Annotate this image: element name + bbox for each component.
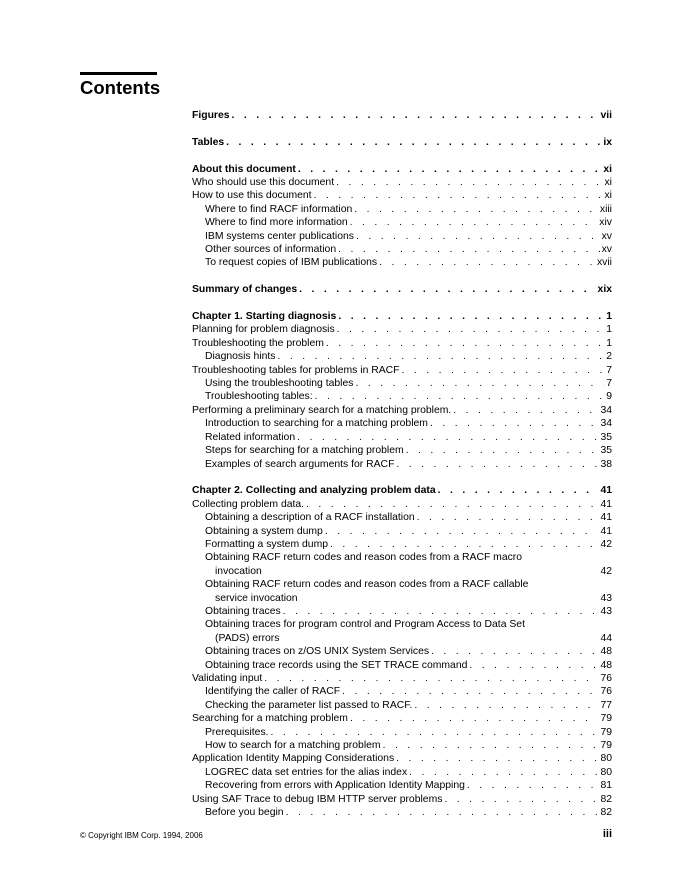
toc-entry[interactable] [192,431,612,444]
toc-entry[interactable] [192,672,612,685]
toc-entry-page: 1 [606,337,612,349]
toc-entry-page: 1 [606,324,612,336]
toc-entry-label: How to use this document [192,190,312,202]
toc-entry[interactable] [192,390,612,403]
toc-entry-label: Who should use this document [192,177,335,188]
dot-leader [338,310,604,323]
toc-entry[interactable] [192,163,612,176]
dot-leader [431,645,598,658]
toc-entry[interactable] [192,243,612,256]
toc-entry-label: Figures [192,110,230,121]
toc-entry-label: Obtaining RACF return codes and reason codes from a RACF callable [205,579,529,591]
toc-entry-label: Troubleshooting tables: [205,391,313,403]
dot-leader [232,109,599,122]
dot-leader [315,390,605,403]
table-of-contents [192,109,612,819]
toc-entry-page: 48 [600,646,612,658]
toc-entry-page: xi [603,163,612,175]
dot-leader [283,605,599,618]
toc-entry-label: Obtaining a system dump [205,525,323,537]
toc-entry[interactable] [192,203,612,216]
toc-entry-label: Related information [205,431,296,443]
toc-entry-label: Where to find more information [205,217,348,229]
toc-entry-label: Steps for searching for a matching problem [205,445,404,457]
dot-leader [354,203,598,216]
toc-entry-label: Diagnosis hints [205,351,276,363]
toc-entry[interactable] [192,538,612,551]
toc-entry-label: Examples of search arguments for RACF [205,458,395,470]
toc-entry-page: 82 [600,793,612,805]
toc-entry-continuation: invocation [215,565,262,577]
toc-entry[interactable] [192,525,612,538]
dot-leader [396,752,598,765]
toc-entry-label: Using the troubleshooting tables [205,378,354,390]
dot-leader [467,779,599,792]
toc-entry[interactable] [192,216,612,229]
dot-leader [350,216,598,229]
heading-rule [80,72,157,75]
dot-leader [383,739,599,752]
dot-leader [406,444,599,457]
dot-leader [336,176,602,189]
toc-entry[interactable] [192,444,612,457]
toc-entry-label: Troubleshooting tables for problems in RACF [192,364,400,376]
toc-entry-label: Obtaining RACF return codes and reason codes from a RACF macro [205,552,523,564]
toc-entry-page: 38 [600,458,612,470]
toc-entry-label: Troubleshooting the problem [192,337,324,349]
dot-leader [414,699,598,712]
toc-entry[interactable] [192,699,612,712]
dot-leader [379,256,595,269]
toc-entry[interactable] [192,712,612,725]
toc-entry-page: xiv [599,217,612,229]
toc-entry-label: Introduction to searching for a matching problem [205,418,428,430]
toc-entry-label: Validating input [192,672,263,684]
toc-entry-label: Performing a preliminary search for a matching problem. [192,404,452,416]
toc-entry-page: 42 [600,538,612,550]
dot-leader [277,350,604,363]
toc-entry[interactable] [192,766,612,779]
dot-leader [409,766,598,779]
toc-entry[interactable] [192,752,612,765]
toc-entry-page: xi [604,177,612,188]
toc-entry-page: 80 [600,766,612,778]
dot-leader [226,136,601,149]
dot-leader [264,672,598,685]
dot-leader [330,538,598,551]
toc-entry-label: To request copies of IBM publications [205,257,378,269]
toc-entry[interactable] [192,511,612,524]
copyright-footer: © Copyright IBM Corp. 1994, 2006 [80,831,203,840]
toc-entry-continuation: service invocation [215,592,298,604]
toc-entry-page: 34 [600,404,612,416]
toc-entry-page: 43 [600,605,612,617]
dot-leader [402,364,605,377]
toc-entry-label: Formatting a system dump [205,538,328,550]
toc-entry-label: Summary of changes [192,284,298,296]
toc-entry-label: Before you begin [205,807,284,819]
dot-leader [356,230,600,243]
toc-entry[interactable] [192,404,612,417]
toc-entry-page: 7 [606,378,612,390]
toc-entry-label: Searching for a matching problem [192,713,348,725]
toc-entry-page: 80 [600,753,612,765]
toc-entry-page: 42 [600,565,612,577]
toc-entry[interactable] [192,189,612,202]
toc-entry-page: 77 [600,699,612,711]
toc-entry-page: 2 [606,351,612,363]
toc-entry-label: Application Identity Mapping Considerations [192,753,395,765]
toc-entry-label: Chapter 1. Starting diagnosis [192,311,337,323]
dot-leader [342,685,598,698]
dot-leader [297,431,598,444]
toc-entry[interactable] [192,230,612,243]
toc-entry-label: Collecting problem data. [192,498,305,510]
dot-leader [350,712,598,725]
dot-leader [444,793,598,806]
toc-entry[interactable] [192,109,612,122]
toc-entry-page: 41 [600,485,612,497]
dot-leader [326,337,604,350]
toc-entry-page: 76 [600,672,612,684]
toc-entry[interactable] [192,645,612,658]
page-title: Contents [80,77,161,98]
toc-entry-label: LOGREC data set entries for the alias index [205,766,408,778]
toc-entry-label: Identifying the caller of RACF [205,686,341,698]
dot-leader [299,283,595,296]
toc-entry[interactable] [192,806,612,819]
toc-entry-label: Obtaining traces on z/OS UNIX System Services [205,646,430,658]
toc-entry[interactable] [192,136,612,149]
toc-entry-label: Obtaining a description of a RACF installation [205,512,415,524]
toc-entry-page: 81 [600,780,612,792]
toc-entry[interactable] [192,605,612,618]
toc-entry[interactable] [192,484,612,497]
toc-entry[interactable] [192,417,612,430]
toc-entry-page: 79 [600,713,612,725]
toc-entry-page: 7 [606,364,612,376]
toc-entry-label: Recovering from errors with Application Identity Mapping [205,780,465,792]
toc-entry[interactable] [192,618,612,645]
toc-entry[interactable] [192,377,612,390]
dot-leader [438,484,599,497]
toc-entry-page: 35 [600,431,612,443]
toc-entry[interactable] [192,176,612,189]
toc-entry-label: IBM systems center publications [205,230,354,242]
toc-entry[interactable] [192,350,612,363]
toc-entry-page: xix [597,284,612,296]
toc-entry-page: 43 [600,592,612,604]
toc-entry-page: 9 [606,391,612,403]
toc-entry-page: xv [601,230,612,242]
toc-entry-page: ix [603,136,612,148]
dot-leader [355,377,604,390]
toc-entry[interactable] [192,685,612,698]
toc-entry-page: xvii [596,257,612,269]
toc-entry[interactable] [192,498,612,511]
toc-entry-label: Tables [192,136,225,148]
toc-entry-page: 41 [600,525,612,537]
toc-entry[interactable] [192,337,612,350]
dot-leader [298,163,601,176]
toc-entry-page: 41 [600,498,612,510]
toc-entry-page: vii [600,110,612,121]
toc-entry[interactable] [192,323,612,336]
toc-entry[interactable] [192,364,612,377]
toc-entry-label: Prerequisites. [205,726,269,738]
toc-entry-page: 41 [600,512,612,524]
dot-leader [417,511,599,524]
toc-entry[interactable] [192,726,612,739]
dot-leader [337,323,605,336]
toc-entry-page: 79 [600,740,612,752]
toc-entry-page: 35 [600,445,612,457]
toc-entry-page: 44 [600,632,612,644]
dot-leader [453,404,598,417]
toc-entry-continuation: (PADS) errors [215,632,280,644]
toc-entry-page: xi [604,190,612,202]
toc-entry-label: Obtaining trace records using the SET TRACE command [205,659,468,671]
toc-entry[interactable] [192,578,612,605]
dot-leader [338,243,600,256]
toc-entry-page: 76 [600,686,612,698]
dot-leader [469,659,598,672]
toc-entry-page: xiii [599,203,612,215]
page-number: iii [602,828,612,840]
toc-entry[interactable] [192,551,612,578]
toc-entry-label: Using SAF Trace to debug IBM HTTP server problems [192,793,443,805]
toc-entry-label: Obtaining traces for program control and Program Access to Data Set [205,619,525,631]
dot-leader [306,498,598,511]
dot-leader [314,189,603,202]
toc-entry-label: How to search for a matching problem [205,740,381,752]
dot-leader [271,726,599,739]
dot-leader [396,458,598,471]
toc-entry[interactable] [192,659,612,672]
toc-entry-label: Chapter 2. Collecting and analyzing problem data [192,485,436,497]
toc-entry[interactable] [192,283,612,296]
toc-entry[interactable] [192,793,612,806]
dot-leader [325,525,599,538]
dot-leader [430,417,598,430]
toc-entry-page: 82 [600,807,612,819]
toc-entry-page: 1 [606,311,612,323]
toc-entry-label: Other sources of information [205,244,337,256]
toc-entry-label: Planning for problem diagnosis [192,324,335,336]
toc-entry[interactable] [192,310,612,323]
toc-entry[interactable] [192,779,612,792]
toc-entry[interactable] [192,739,612,752]
toc-entry-page: 79 [600,726,612,738]
dot-leader [286,806,599,819]
toc-entry-label: About this document [192,163,296,175]
toc-entry-label: Obtaining traces [205,605,281,617]
toc-entry-label: Checking the parameter list passed to RACF. [205,699,413,711]
toc-entry-page: xv [601,244,612,256]
toc-entry-label: Where to find RACF information [205,203,353,215]
toc-entry[interactable] [192,458,612,471]
toc-entry[interactable] [192,256,612,269]
toc-entry-page: 48 [600,659,612,671]
toc-entry-page: 34 [600,418,612,430]
